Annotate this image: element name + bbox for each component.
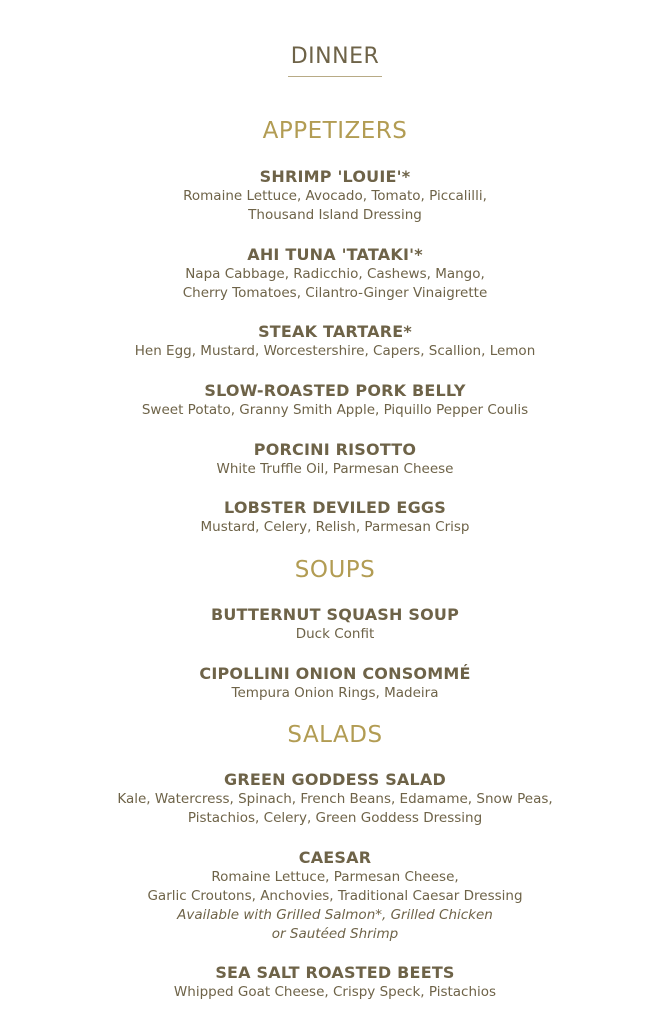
item-description: Cherry Tomatoes, Cilantro-Ginger Vinaigrette [182,285,488,301]
item-name: STEAK TARTARE* [258,322,412,341]
menu-item-ahi-tuna-tataki [0,245,670,303]
menu-item-cipollini-onion-consomme [0,664,670,703]
item-description: White Truffle Oil, Parmesan Cheese [216,461,454,477]
menu-item-pork-belly [0,381,670,420]
item-description: Sweet Potato, Granny Smith Apple, Piquillo Pepper Coulis [141,402,529,418]
section-heading-salads: SALADS [287,722,383,748]
menu-item-porcini-risotto [0,440,670,479]
menu-item-butternut-squash-soup [0,605,670,644]
item-name: GREEN GODDESS SALAD [224,770,446,789]
item-description: Hen Egg, Mustard, Worcestershire, Capers, Scallion, Lemon [134,343,536,359]
item-option-note: or Sautéed Shrimp [271,926,399,942]
menu-title: DINNER [290,44,380,69]
menu-item-sea-salt-roasted-beets [0,963,670,1002]
item-description: Tempura Onion Rings, Madeira [231,685,439,701]
item-description: Pistachios, Celery, Green Goddess Dressing [187,810,483,826]
item-description: Romaine Lettuce, Avocado, Tomato, Piccalilli, [183,188,487,204]
menu-item-green-goddess-salad [0,770,670,828]
item-description: Napa Cabbage, Radicchio, Cashews, Mango, [185,266,485,282]
menu-item-caesar [0,848,670,944]
item-description: Whipped Goat Cheese, Crispy Speck, Pistachios [173,984,497,1000]
menu-item-shrimp-louie [0,167,670,225]
title-underline [288,76,382,77]
item-option-note: Available with Grilled Salmon*, Grilled Chicken [177,907,493,923]
item-description: Romaine Lettuce, Parmesan Cheese, [211,869,459,885]
item-name: SEA SALT ROASTED BEETS [215,963,455,982]
menu-item-lobster-deviled-eggs [0,498,670,537]
item-name: BUTTERNUT SQUASH SOUP [210,605,460,624]
item-name: AHI TUNA 'TATAKI'* [247,245,423,264]
item-name: PORCINI RISOTTO [253,440,417,459]
item-description: Duck Confit [295,626,375,642]
menu-item-steak-tartare [0,322,670,361]
section-heading-soups: SOUPS [294,557,376,583]
section-heading-appetizers: APPETIZERS [262,118,408,144]
item-name: CAESAR [298,848,372,867]
item-description: Kale, Watercress, Spinach, French Beans, Edamame, Snow Peas, [117,791,553,807]
item-description: Thousand Island Dressing [248,207,422,223]
item-name: CIPOLLINI ONION CONSOMMÉ [199,664,471,683]
item-description: Garlic Croutons, Anchovies, Traditional Caesar Dressing [147,888,523,904]
item-description: Mustard, Celery, Relish, Parmesan Crisp [200,519,470,535]
item-name: LOBSTER DEVILED EGGS [224,498,446,517]
item-name: SHRIMP 'LOUIE'* [259,167,411,186]
item-name: SLOW-ROASTED PORK BELLY [204,381,466,400]
